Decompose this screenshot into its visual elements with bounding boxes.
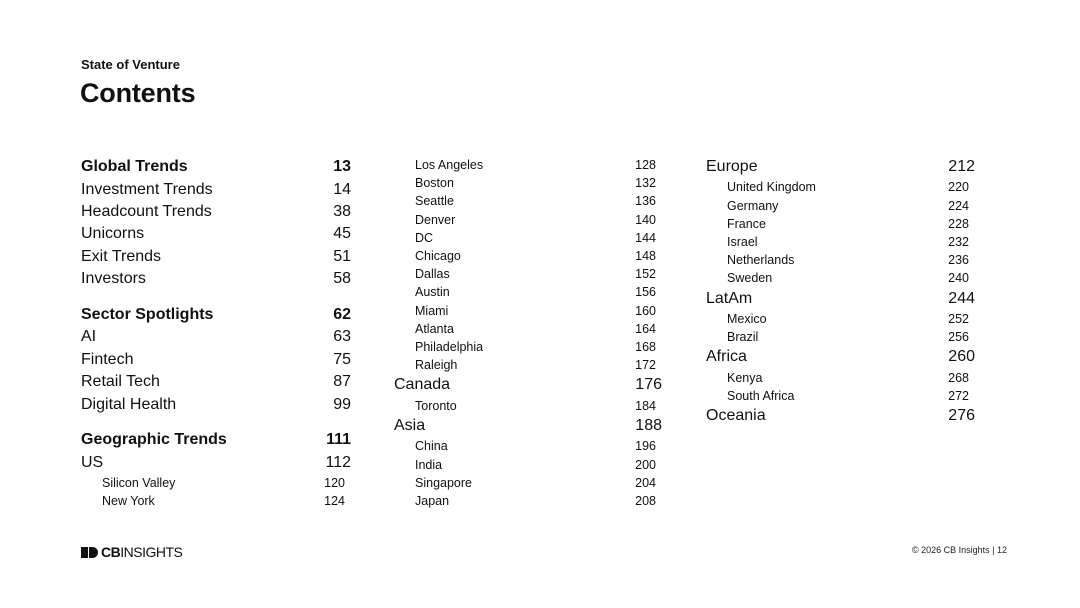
toc-entry[interactable] — [81, 349, 351, 371]
toc-subentry[interactable] — [394, 474, 662, 492]
toc-entry-label: Toronto — [415, 398, 457, 413]
toc-subentry[interactable] — [394, 265, 662, 283]
toc-page-number: 87 — [333, 373, 351, 391]
toc-page-number: 45 — [333, 225, 351, 243]
toc-page-number: 63 — [333, 328, 351, 346]
toc-entry[interactable] — [394, 374, 662, 396]
toc-subentry[interactable] — [706, 387, 975, 405]
toc-page-number: 256 — [948, 330, 969, 345]
toc-subentry[interactable] — [394, 397, 662, 415]
toc-subentry[interactable] — [706, 251, 975, 269]
toc-entry[interactable] — [81, 326, 351, 348]
toc-subentry[interactable] — [394, 302, 662, 320]
toc-page-number: 276 — [948, 407, 975, 425]
toc-page-number: 148 — [635, 249, 656, 264]
toc-page-number: 224 — [948, 198, 969, 213]
toc-page-number: 128 — [635, 158, 656, 173]
toc-entry-label: Exit Trends — [81, 247, 162, 265]
toc-subentry[interactable] — [394, 356, 662, 374]
toc-subentry[interactable] — [81, 492, 351, 510]
toc-section-heading[interactable] — [81, 304, 351, 326]
toc-entry-label: Global Trends — [81, 158, 188, 176]
toc-entry-label: Headcount Trends — [81, 202, 212, 220]
toc-entry-label: Retail Tech — [81, 373, 160, 391]
toc-page-number: 228 — [948, 216, 969, 231]
toc-entry-label: AI — [81, 328, 97, 346]
toc-entry-label: Netherlands — [727, 253, 795, 268]
toc-entry[interactable] — [81, 452, 351, 474]
toc-page-number: 240 — [948, 271, 969, 286]
toc-entry-label: Fintech — [81, 350, 134, 368]
toc-entry-label: Kenya — [727, 370, 763, 385]
toc-entry-label: Canada — [394, 376, 451, 394]
toc-page-number: 120 — [324, 476, 345, 491]
toc-entry-label: South Africa — [727, 388, 795, 403]
toc-entry-label: Asia — [394, 417, 426, 435]
toc-entry-label: France — [727, 216, 766, 231]
toc-entry[interactable] — [81, 371, 351, 393]
toc-page-number: 75 — [333, 350, 351, 368]
toc-entry-label: US — [81, 453, 104, 471]
toc-entry-label: Raleigh — [415, 358, 458, 373]
toc-page-number: 13 — [333, 158, 351, 176]
toc-entry[interactable] — [706, 156, 975, 178]
toc-page-number: 236 — [948, 253, 969, 268]
toc-subentry[interactable] — [706, 197, 975, 215]
toc-subentry[interactable] — [394, 437, 662, 455]
toc-entry-label: Sector Spotlights — [81, 306, 214, 324]
cb-insights-logo — [81, 544, 182, 560]
toc-subentry[interactable] — [394, 174, 662, 192]
toc-entry-label: Denver — [415, 212, 456, 227]
toc-entry-label: Mexico — [727, 312, 767, 326]
toc-page-number: 156 — [635, 285, 656, 300]
toc-entry-label: Investors — [81, 270, 146, 288]
toc-entry[interactable] — [706, 288, 975, 310]
toc-page-number: 99 — [333, 395, 351, 413]
toc-entry-label: Austin — [415, 285, 450, 300]
toc-page-number: 260 — [948, 348, 975, 366]
toc-entry-label: Investment Trends — [81, 180, 213, 198]
toc-entry-label: Sweden — [727, 271, 773, 286]
toc-subentry[interactable] — [706, 215, 975, 233]
toc-page-number: 152 — [635, 267, 656, 282]
toc-entry-label: Los Angeles — [415, 158, 484, 173]
toc-entry[interactable] — [81, 268, 351, 290]
toc-entry-label: Africa — [706, 348, 747, 366]
toc-subentry[interactable] — [394, 320, 662, 338]
toc-subentry[interactable] — [394, 283, 662, 301]
toc-page-number: 244 — [948, 289, 975, 307]
toc-page-number: 176 — [635, 376, 662, 394]
toc-spacer — [81, 290, 351, 304]
toc-entry-label: Miami — [415, 303, 449, 318]
toc-entry-label: Digital Health — [81, 395, 177, 413]
toc-entry-label: Boston — [415, 176, 454, 191]
toc-page-number: 220 — [948, 180, 969, 195]
toc-page-number: 172 — [635, 358, 656, 373]
toc-subentry[interactable] — [706, 310, 975, 328]
toc-subentry[interactable] — [706, 369, 975, 387]
toc-column-3 — [706, 156, 975, 427]
toc-entry-label: Oceania — [706, 407, 766, 425]
toc-page-number: 168 — [635, 339, 656, 354]
toc-entry-label: Unicorns — [81, 225, 145, 243]
toc-page-number: 212 — [948, 158, 975, 176]
toc-entry-label: Dallas — [415, 267, 450, 282]
toc-entry-label: Seattle — [415, 194, 454, 209]
toc-entry-label: Silicon Valley — [102, 476, 176, 491]
toc-entry-label: Philadelphia — [415, 339, 484, 354]
toc-page-number: 62 — [333, 306, 351, 324]
toc-entry-label: Brazil — [727, 330, 759, 345]
toc-entry-label: Europe — [706, 158, 758, 176]
toc-page-number: 58 — [333, 270, 351, 288]
toc-page-number: 14 — [333, 180, 351, 198]
logo-wordmark: CBINSIGHTS — [101, 544, 183, 560]
toc-page-number: 272 — [948, 388, 969, 403]
toc-page-number: 38 — [333, 202, 351, 220]
toc-subentry[interactable] — [394, 338, 662, 356]
toc-entry-label: LatAm — [706, 289, 753, 307]
toc-page-number: 136 — [635, 194, 656, 209]
toc-entry[interactable] — [81, 201, 351, 223]
toc-subentry[interactable] — [706, 178, 975, 196]
toc-entry-label: Israel — [727, 235, 758, 250]
toc-entry-label: Atlanta — [415, 321, 454, 336]
toc-page-number: 268 — [948, 370, 969, 385]
toc-subentry[interactable] — [394, 247, 662, 265]
toc-page-number: 132 — [635, 176, 656, 191]
toc-entry[interactable] — [81, 393, 351, 415]
toc-column-2 — [394, 156, 662, 510]
toc-subentry[interactable] — [394, 156, 662, 174]
toc-subentry[interactable] — [394, 229, 662, 247]
toc-page-number: 252 — [948, 312, 969, 326]
toc-entry[interactable] — [394, 415, 662, 437]
toc-entry[interactable] — [81, 246, 351, 268]
toc-page-number: 144 — [635, 230, 656, 245]
toc-entry-label: DC — [415, 230, 434, 245]
toc-entry-label: India — [415, 457, 443, 472]
toc-entry-label: Germany — [727, 198, 779, 213]
page-title: Contents — [80, 78, 196, 108]
toc-subentry[interactable] — [394, 455, 662, 473]
toc-page-number: 111 — [326, 431, 351, 449]
toc-entry-label: United Kingdom — [727, 180, 816, 195]
toc-page-number: 51 — [333, 247, 351, 265]
toc-entry[interactable] — [706, 346, 975, 368]
toc-subentry[interactable] — [394, 211, 662, 229]
toc-page-number: 196 — [635, 439, 656, 454]
toc-page-number: 184 — [635, 398, 656, 413]
toc-subentry[interactable] — [81, 474, 351, 492]
toc-page-number: 160 — [635, 303, 656, 318]
copyright-page-number: © 2026 CB Insights | 12 — [911, 545, 1007, 555]
toc-entry[interactable] — [706, 405, 975, 427]
toc-page-number: 188 — [635, 417, 662, 435]
toc-entry[interactable] — [81, 178, 351, 200]
toc-column-1 — [81, 156, 351, 510]
toc-spacer — [81, 416, 351, 430]
toc-entry-label: China — [415, 439, 448, 454]
toc-page-number: 112 — [325, 453, 351, 471]
toc-page-number: 208 — [635, 493, 656, 508]
report-name: State of Venture — [81, 57, 180, 72]
toc-subentry[interactable] — [706, 328, 975, 346]
cb-logo-icon — [81, 547, 98, 558]
toc-page-number: 200 — [635, 457, 656, 472]
toc-page-number: 140 — [635, 212, 656, 227]
toc-entry-label: Singapore — [415, 475, 472, 490]
toc-entry-label: Geographic Trends — [81, 431, 227, 449]
toc-entry-label: Chicago — [415, 249, 461, 264]
toc-page-number: 204 — [635, 475, 656, 490]
toc-entry-label: New York — [102, 494, 155, 509]
toc-section-heading[interactable] — [81, 156, 351, 178]
toc-page-number: 164 — [635, 321, 656, 336]
toc-subentry[interactable] — [706, 269, 975, 287]
toc-page-number: 124 — [324, 494, 345, 509]
toc-page-number: 232 — [948, 235, 969, 250]
toc-subentry[interactable] — [394, 492, 662, 510]
toc-subentry[interactable] — [394, 192, 662, 210]
toc-section-heading[interactable] — [81, 429, 351, 451]
toc-subentry[interactable] — [706, 233, 975, 251]
toc-entry-label: Japan — [415, 493, 450, 508]
toc-entry[interactable] — [81, 223, 351, 245]
